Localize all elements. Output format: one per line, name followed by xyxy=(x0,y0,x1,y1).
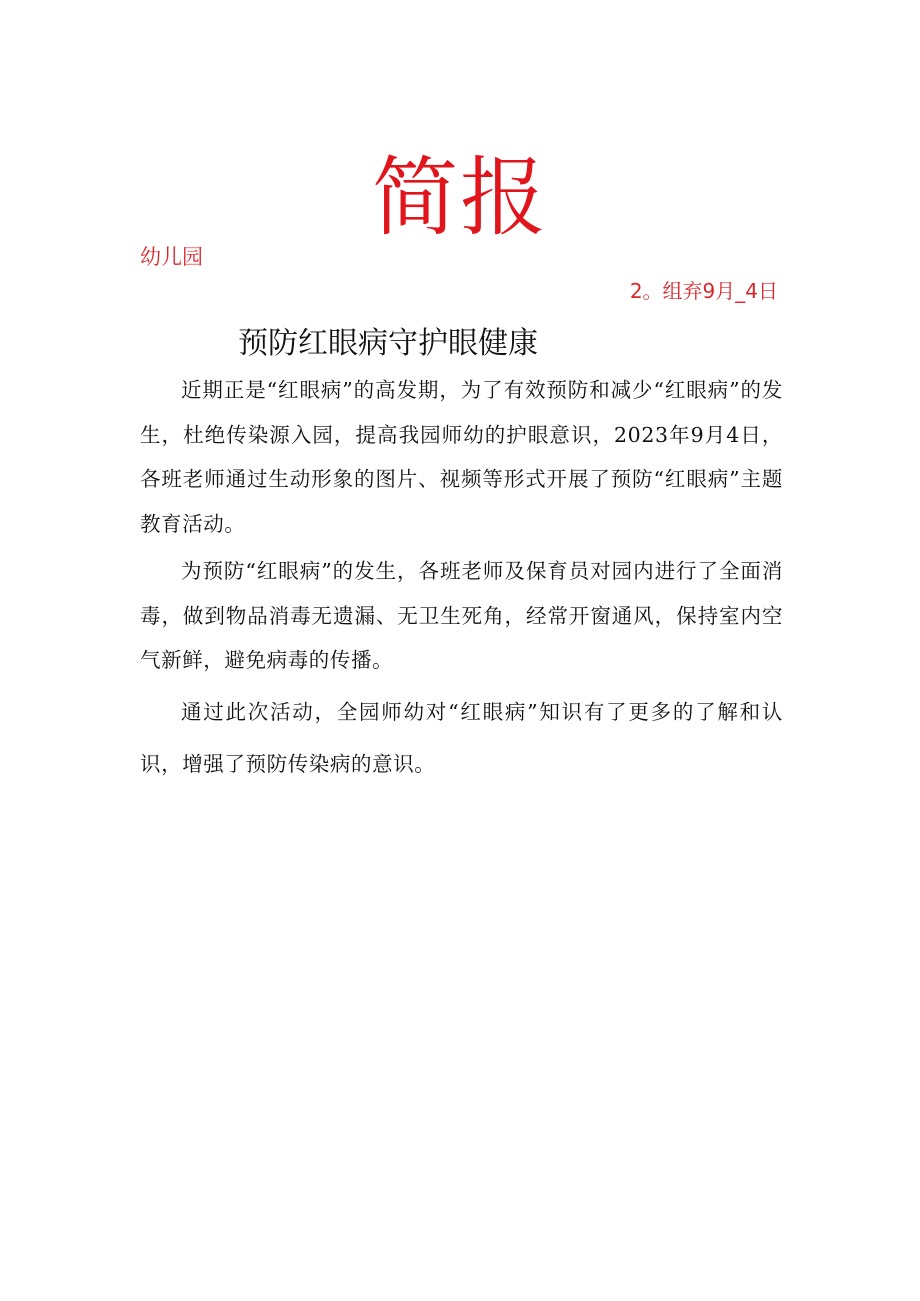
date-line: 2。组弃9月_4日 xyxy=(629,279,778,303)
article-headline: 预防红眼病守护眼健康 xyxy=(238,326,538,361)
paragraph-3: 通过此次活动，全园师幼对“红眼病”知识有了更多的了解和认识，增强了预防传染病的意识。 xyxy=(140,699,783,776)
masthead-title: 简报 xyxy=(372,148,548,248)
organization-name: 幼儿园 xyxy=(140,245,203,269)
paragraph-2: 为预防“红眼病”的发生，各班老师及保育员对园内进行了全面消毒，做到物品消毒无遗漏、无卫生死角，经常开窗通风，保持室内空气新鲜，避免病毒的传播。 xyxy=(140,559,783,672)
paragraph-1: 近期正是“红眼病”的高发期，为了有效预防和减少“红眼病”的发生，杜绝传染源入园，提高我园师幼的护眼意识，2023年9月4日，各班老师通过生动形象的图片、视频等形式开展了预防“红眼病”主题教育活动。 xyxy=(140,378,783,536)
article-body xyxy=(140,368,783,793)
